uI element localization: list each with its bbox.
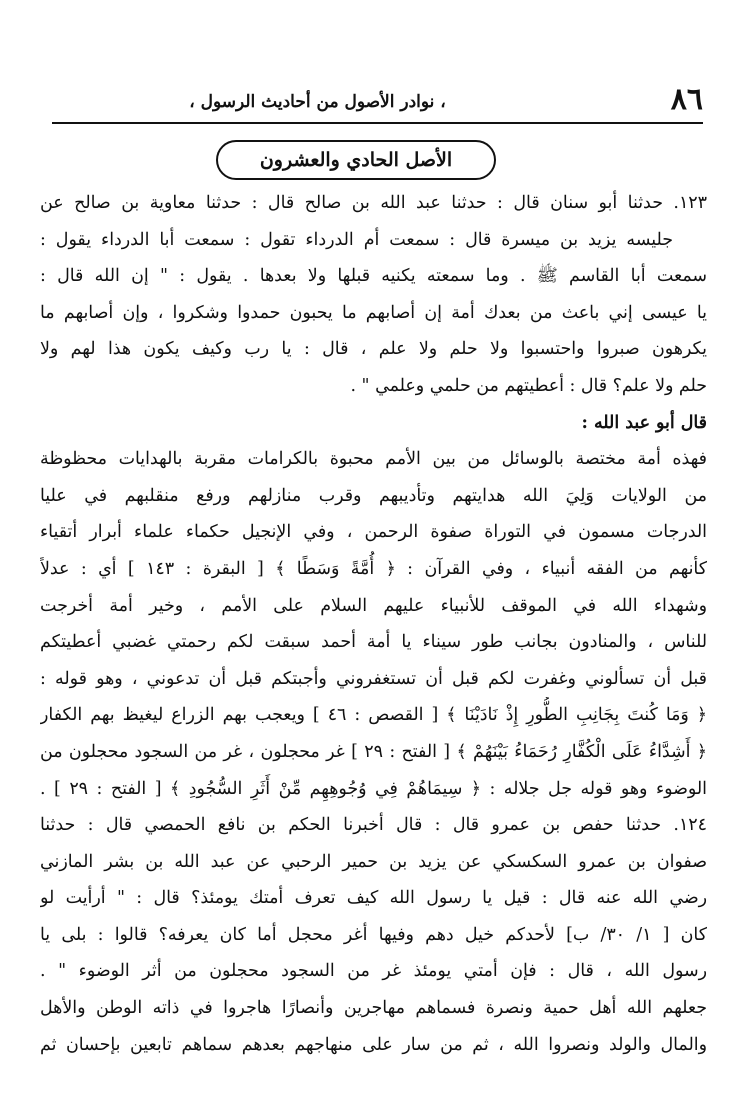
text-line: الدرجات مسمون في التوراة صفوة الرحمن ، وفي الإنجيل حكماء علماء أبرار أتقياء xyxy=(40,522,707,543)
text-line: كان [ ١/ ٣٠/ ب] لأحدكم خيل دهم وفيها أغر محجل أما كان يعرفه؟ قالوا : بلى يا xyxy=(40,924,707,945)
text-line: رضي الله عنه قال : قيل يا رسول الله كيف تعرف أمتك يومئذ؟ قال : " أرأيت لو xyxy=(40,888,707,909)
text-line: صفوان بن عمرو السكسكي عن يزيد بن حمير الرحبي عن عبد الله بن بشر المازني xyxy=(40,851,707,872)
text-line: يا عيسى إني باعث من بعدك أمة إن أصابهم ما يحبون حمدوا وشكروا ، وإن أصابهم ما xyxy=(40,302,707,323)
text-line: للناس ، والمنادون بجانب طور سيناء يا أمة أحمد سبقت لكم رحمتي غضبي أعطيتكم xyxy=(40,632,707,653)
header-rule xyxy=(52,122,703,124)
text-line: سمعت أبا القاسم ﷺ . وما سمعته يكنيه قبلها ولا بعدها . يقول : " إن الله قال : xyxy=(40,266,707,287)
page-header xyxy=(52,82,703,120)
text-line: جليسه يزيد بن ميسرة قال : سمعت أم الدرداء تقول : سمعت أبا الدرداء يقول : xyxy=(40,229,673,250)
page-number: ٨٦ xyxy=(670,82,703,117)
text-line: الوضوء وهو قوله جل جلاله : ﴿ سِيمَاهُمْ فِي وُجُوهِهِم مِّنْ أَثَرِ السُّجُودِ ﴾ [ الفتح : ٢٩ ] . xyxy=(40,778,707,799)
text-line: كأنهم من الفقه أنبياء ، وفي القرآن : ﴿ أُمَّةً وَسَطًا ﴾ [ البقرة : ١٤٣ ] أي : عدلاً xyxy=(40,558,707,579)
running-title: ، نوادر الأصول من أحاديث الرسول ، xyxy=(189,92,446,112)
text-line: رسول الله ، قال : فإن أمتي يومئذ غر من السجود محجلون من أثر الوضوء " . xyxy=(40,961,707,982)
text-line: وشهداء الله في الموقف للأنبياء عليهم السلام على الأمم ، وخير أمة أخرجت xyxy=(40,595,707,616)
text-line: والمال والولد ونصروا الله ، ثم من سار على منهاجهم بعدهم سماهم تابعين بإحسان ثم xyxy=(40,1034,707,1055)
text-line: ﴿ أَشِدَّاءُ عَلَى الْكُفَّارِ رُحَمَاءُ بَيْنَهُمْ ﴾ [ الفتح : ٢٩ ] غر محجلون ، غر من السجود محجلون من xyxy=(40,741,707,762)
chapter-title: الأصل الحادي والعشرون xyxy=(216,140,496,180)
text-line: فهذه أمة مختصة بالوسائل من بين الأمم محبوة بالكرامات مقربة بالهدايات محظوظة xyxy=(40,449,707,470)
section-heading: قال أبو عبد الله : xyxy=(581,412,707,433)
hadith-123-line-1: ١٢٣. حدثنا أبو سنان قال : حدثنا عبد الله بن صالح قال : حدثنا معاوية بن صالح عن xyxy=(40,193,707,213)
text-line: حلم ولا علم؟ قال : أعطيتهم من حلمي وعلمي " . xyxy=(350,375,707,396)
body-text xyxy=(40,185,707,1063)
text-line: يكرهون صبروا واحتسبوا ولا حلم ولا علم ، قال : يا رب وكيف يكون هذا لهم ولا xyxy=(40,339,707,360)
text-line: ﴿ وَمَا كُنتَ بِجَانِبِ الطُّورِ إِذْ نَادَيْنَا ﴾ [ القصص : ٤٦ ] ويعجب بهم الزراع ليغيظ بهم الكفار xyxy=(40,705,707,726)
text-line: من الولايات وَلِيَ الله هدايتهم وتأديبهم وقرب منازلهم ورفع منقلبهم في عليا xyxy=(40,485,707,506)
text-line: جعلهم الله أهل حمية ونصرة فسماهم مهاجرين وأنصارًا هاجروا في ذاته الوطن والأهل xyxy=(40,998,707,1019)
text-line: قبل أن تسألوني وغفرت لكم قبل أن تستغفروني وأجبتكم قبل أن تدعوني ، وهو قوله : xyxy=(40,668,707,689)
hadith-124-line-1: ١٢٤. حدثنا حفص بن عمرو قال : قال أخبرنا الحكم بن نافع الحمصي قال : حدثنا xyxy=(40,815,707,836)
